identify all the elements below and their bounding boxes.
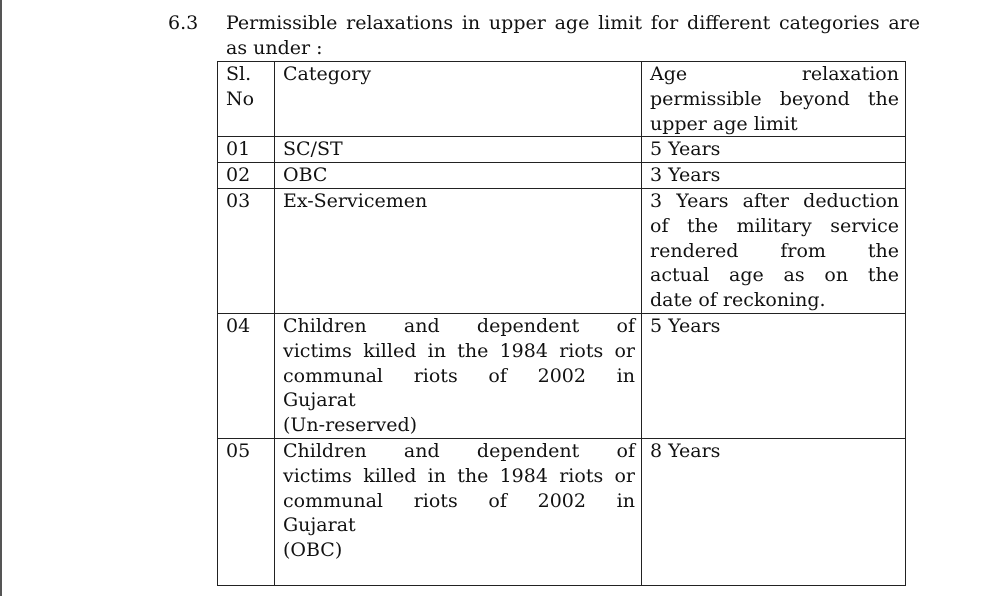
category-line: SC/ST <box>283 138 343 161</box>
cell-age-relaxation <box>642 313 906 438</box>
category-line: communal riots of 2002 in <box>283 489 635 512</box>
cell-category <box>275 313 642 438</box>
category-line: Gujarat <box>283 514 356 537</box>
page-left-border <box>0 0 2 596</box>
table-row <box>218 188 906 313</box>
category-line: Ex-Servicemen <box>283 189 428 212</box>
category-line: Children and dependent of <box>283 439 635 462</box>
section-heading: Permissible relaxations in upper age limit for different categories are as under : <box>226 12 920 59</box>
header-age-line: upper age limit <box>650 112 798 135</box>
age-line: 3 Years <box>650 164 721 187</box>
table-row <box>218 313 906 438</box>
cell-age-relaxation <box>642 163 906 189</box>
age-line: date of reckoning. <box>650 289 826 312</box>
cell-sl-no: 05 <box>218 438 275 585</box>
cell-age-relaxation <box>642 137 906 163</box>
age-line: 8 Years <box>650 439 721 462</box>
table-row <box>218 137 906 163</box>
category-line: communal riots of 2002 in <box>283 364 635 387</box>
table-row <box>218 163 906 189</box>
category-line: Children and dependent of <box>283 314 635 337</box>
section-number: 6.3 <box>168 12 199 34</box>
cell-category <box>275 438 642 585</box>
header-age-relaxation <box>642 62 906 137</box>
header-category: Category <box>275 62 642 137</box>
header-age-line: Age relaxation <box>650 63 899 85</box>
age-line: 3 Years after deduction <box>650 189 899 212</box>
header-sl-line: No <box>226 87 255 110</box>
header-sl-no <box>218 62 275 137</box>
category-line: victims killed in the 1984 riots or <box>283 339 635 362</box>
cell-category <box>275 163 642 189</box>
table-header-row <box>218 62 906 137</box>
header-age-line: permissible beyond the <box>650 87 899 110</box>
age-line: 5 Years <box>650 138 721 161</box>
age-relaxation-table <box>217 61 906 586</box>
age-line: rendered from the <box>650 239 899 262</box>
category-line: victims killed in the 1984 riots or <box>283 464 635 487</box>
age-line: of the military service <box>650 214 899 237</box>
category-line: (OBC) <box>283 539 343 562</box>
cell-sl-no: 04 <box>218 313 275 438</box>
age-line: actual age as on the <box>650 264 899 287</box>
header-sl-line: Sl. <box>226 63 252 85</box>
category-line: OBC <box>283 164 328 187</box>
cell-age-relaxation <box>642 188 906 313</box>
cell-category <box>275 137 642 163</box>
category-line: (Un-reserved) <box>283 414 418 437</box>
age-line: 5 Years <box>650 314 721 337</box>
cell-sl-no: 01 <box>218 137 275 163</box>
cell-category <box>275 188 642 313</box>
table-row <box>218 438 906 585</box>
category-line: Gujarat <box>283 389 356 412</box>
cell-sl-no: 02 <box>218 163 275 189</box>
cell-age-relaxation <box>642 438 906 585</box>
cell-sl-no: 03 <box>218 188 275 313</box>
